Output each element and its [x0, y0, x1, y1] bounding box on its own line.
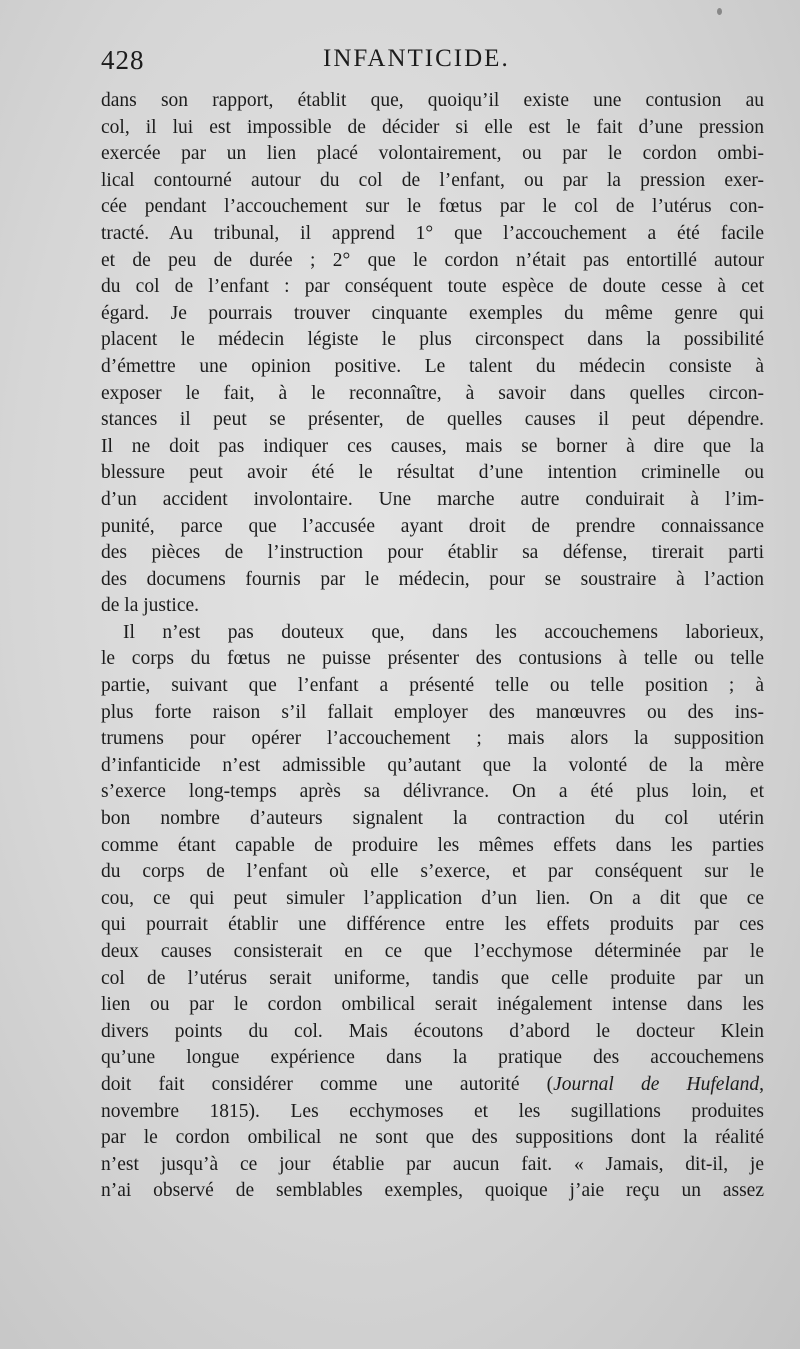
text-line: comme étant capable de produire les mêmes effets dans les parties	[101, 834, 764, 856]
text-line: novembre 1815). Les ecchymoses et les sugillations produites	[101, 1100, 764, 1122]
text-line: plus forte raison s’il fallait employer des manœuvres ou des ins-	[101, 701, 764, 723]
text-line: placent le médecin légiste le plus circonspect dans la possibilité	[101, 329, 764, 351]
text-line: tracté. Au tribunal, il apprend 1° que l’accouchement a été facile	[101, 222, 764, 244]
ink-speck	[717, 8, 722, 15]
text-line: cou, ce qui peut simuler l’application d’un lien. On a dit que ce	[101, 887, 764, 909]
text-line: exercée par un lien placé volontairement, ou par le cordon ombi-	[101, 143, 764, 165]
text-line: des documens fournis par le médecin, pour se soustraire à l’action	[101, 568, 764, 590]
text-line: divers points du col. Mais écoutons d’abord le docteur Klein	[101, 1020, 764, 1042]
text-line: le corps du fœtus ne puisse présenter des contusions à telle ou telle	[101, 648, 764, 670]
text-line: punité, parce que l’accusée ayant droit de prendre connaissance	[101, 515, 764, 537]
text-line: exposer le fait, à le reconnaître, à savoir dans quelles circon-	[101, 382, 764, 404]
text-line: n’est jusqu’à ce jour établie par aucun fait. « Jamais, dit-il, je	[101, 1153, 764, 1175]
text-line: deux causes consisterait en ce que l’ecchymose déterminée par le	[101, 941, 764, 962]
text-line: col, il lui est impossible de décider si elle est le fait d’une pression	[101, 116, 764, 138]
text-line: lien ou par le cordon ombilical serait inégalement intense dans les	[101, 994, 764, 1016]
page-number: 428	[101, 45, 145, 75]
paragraph-start-line: Il n’est pas douteux que, dans les accouchemens laborieux,	[123, 621, 764, 643]
text-line: n’ai observé de semblables exemples, quoique j’aie reçu un assez	[101, 1180, 764, 1202]
text-line: partie, suivant que l’enfant a présenté telle ou telle position ; à	[101, 675, 764, 697]
text-line: stances il peut se présenter, de quelles causes il peut dépendre.	[101, 409, 764, 431]
citation-comma: ,	[759, 1073, 764, 1095]
text-line: Il ne doit pas indiquer ces causes, mais se borner à dire que la	[101, 435, 764, 457]
journal-title: Journal de Hufeland	[553, 1073, 760, 1095]
citation-line	[101, 1072, 764, 1099]
text-line: blessure peut avoir été le résultat d’une intention criminelle ou	[101, 462, 764, 484]
text-line: cée pendant l’accouchement sur le fœtus par le col de l’utérus con-	[101, 196, 764, 218]
text-line: du col de l’enfant : par conséquent toute espèce de doute cesse à cet	[101, 276, 764, 298]
text-line: s’exerce long-temps après sa délivrance. On a été plus loin, et	[101, 781, 764, 803]
text-line: d’infanticide n’est admissible qu’autant que la volonté de la mère	[101, 754, 764, 776]
text-line: col de l’utérus serait uniforme, tandis que celle produite par un	[101, 967, 764, 989]
text-line: et de peu de durée ; 2° que le cordon n’était pas entortillé autour	[101, 249, 764, 271]
text-line: par le cordon ombilical ne sont que des suppositions dont la réalité	[101, 1127, 764, 1149]
text-line: lical contourné autour du col de l’enfant, ou par la pression exer-	[101, 169, 764, 191]
text-line: d’émettre une opinion positive. Le talent du médecin consiste à	[101, 355, 764, 377]
text-line: du corps de l’enfant où elle s’exerce, et par conséquent sur le	[101, 861, 764, 883]
running-title: INFANTICIDE.	[323, 45, 510, 72]
text-line: trumens pour opérer l’accouchement ; mais alors la supposition	[101, 728, 764, 750]
citation-lead-text: doit fait considérer comme une autorité (	[101, 1073, 554, 1095]
text-line: égard. Je pourrais trouver cinquante exemples du même genre qui	[101, 302, 764, 324]
text-line: bon nombre d’auteurs signalent la contraction du col utérin	[101, 808, 764, 830]
page-header	[101, 45, 764, 81]
text-line: des pièces de l’instruction pour établir sa défense, tirerait parti	[101, 542, 764, 564]
paragraph-end-line: de la justice.	[101, 595, 200, 617]
text-line: d’un accident involontaire. Une marche autre conduirait à l’im-	[101, 488, 764, 510]
text-line: qui pourrait établir une différence entre les effets produits par ces	[101, 914, 764, 936]
body-text	[101, 88, 764, 1205]
text-line: dans son rapport, établit que, quoiqu’il existe une contusion au	[101, 90, 764, 111]
text-line: qu’une longue expérience dans la pratique des accouchemens	[101, 1047, 764, 1069]
